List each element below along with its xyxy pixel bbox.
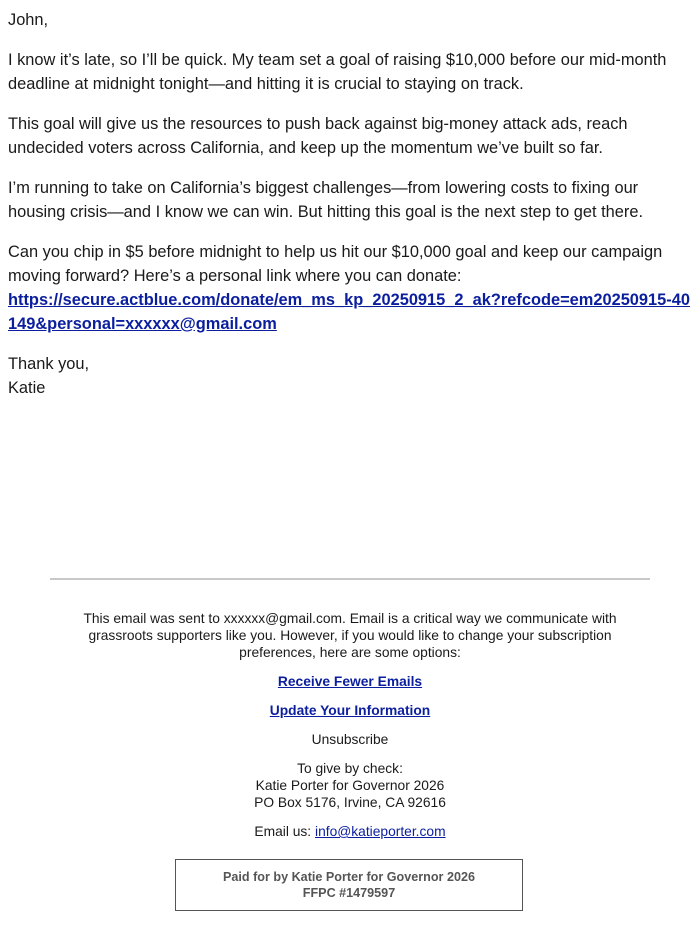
unsubscribe-link[interactable]: Unsubscribe bbox=[311, 732, 389, 747]
closing: Thank you, bbox=[8, 355, 90, 373]
paragraph-challenges: I’m running to take on California’s biggest challenges—from lowering costs to fixing our housing crisis—and I know we can win. But hitting this goal is the next step to get there. bbox=[8, 179, 644, 221]
receive-fewer-emails-link[interactable]: Receive Fewer Emails bbox=[277, 674, 423, 689]
check-org: Katie Porter for Governor 2026 bbox=[255, 778, 445, 793]
ask-text: Can you chip in $5 before midnight to help us hit our $10,000 goal and keep our campaign moving forward? Here’s a personal link where you can donate: bbox=[8, 243, 663, 285]
paid-for-disclaimer bbox=[175, 859, 523, 911]
check-label: To give by check: bbox=[297, 761, 403, 776]
subscription-notice: This email was sent to xxxxxx@gmail.com. Email is a critical way we communicate with grassroots supporters like you. However, if you would like to change your subscription preferences, here are some options: bbox=[83, 611, 617, 660]
email-us-link[interactable]: info@katieporter.com bbox=[315, 824, 446, 839]
check-address-block bbox=[50, 760, 650, 811]
paragraph-resources: This goal will give us the resources to push back against big-money attack ads, reach undecided voters across California, and keep up the momentum we’ve built so far. bbox=[8, 115, 628, 157]
donate-link[interactable]: https://secure.actblue.com/donate/em_ms_kp_20250915_2_ak?refcode=em20250915-40149&personal=xxxxxx@gmail.com bbox=[8, 291, 690, 333]
email-us bbox=[50, 823, 650, 840]
check-address: PO Box 5176, Irvine, CA 92616 bbox=[254, 795, 446, 810]
signature: Katie bbox=[8, 379, 46, 397]
paragraph-intro: I know it’s late, so I’ll be quick. My team set a goal of raising $10,000 before our mid-month deadline at midnight tonight—and hitting it is crucial to staying on track. bbox=[8, 51, 667, 93]
ffpc-number: FFPC #1479597 bbox=[302, 886, 396, 900]
email-us-label: Email us: bbox=[254, 824, 312, 839]
email-body bbox=[8, 8, 694, 416]
update-information-link[interactable]: Update Your Information bbox=[269, 703, 431, 718]
sign-off bbox=[8, 352, 694, 400]
footer-divider bbox=[50, 578, 650, 580]
paid-for-text: Paid for by Katie Porter for Governor 2026 bbox=[223, 870, 475, 884]
paragraph-ask bbox=[8, 240, 694, 336]
footer bbox=[50, 610, 650, 840]
greeting: John, bbox=[8, 11, 49, 29]
